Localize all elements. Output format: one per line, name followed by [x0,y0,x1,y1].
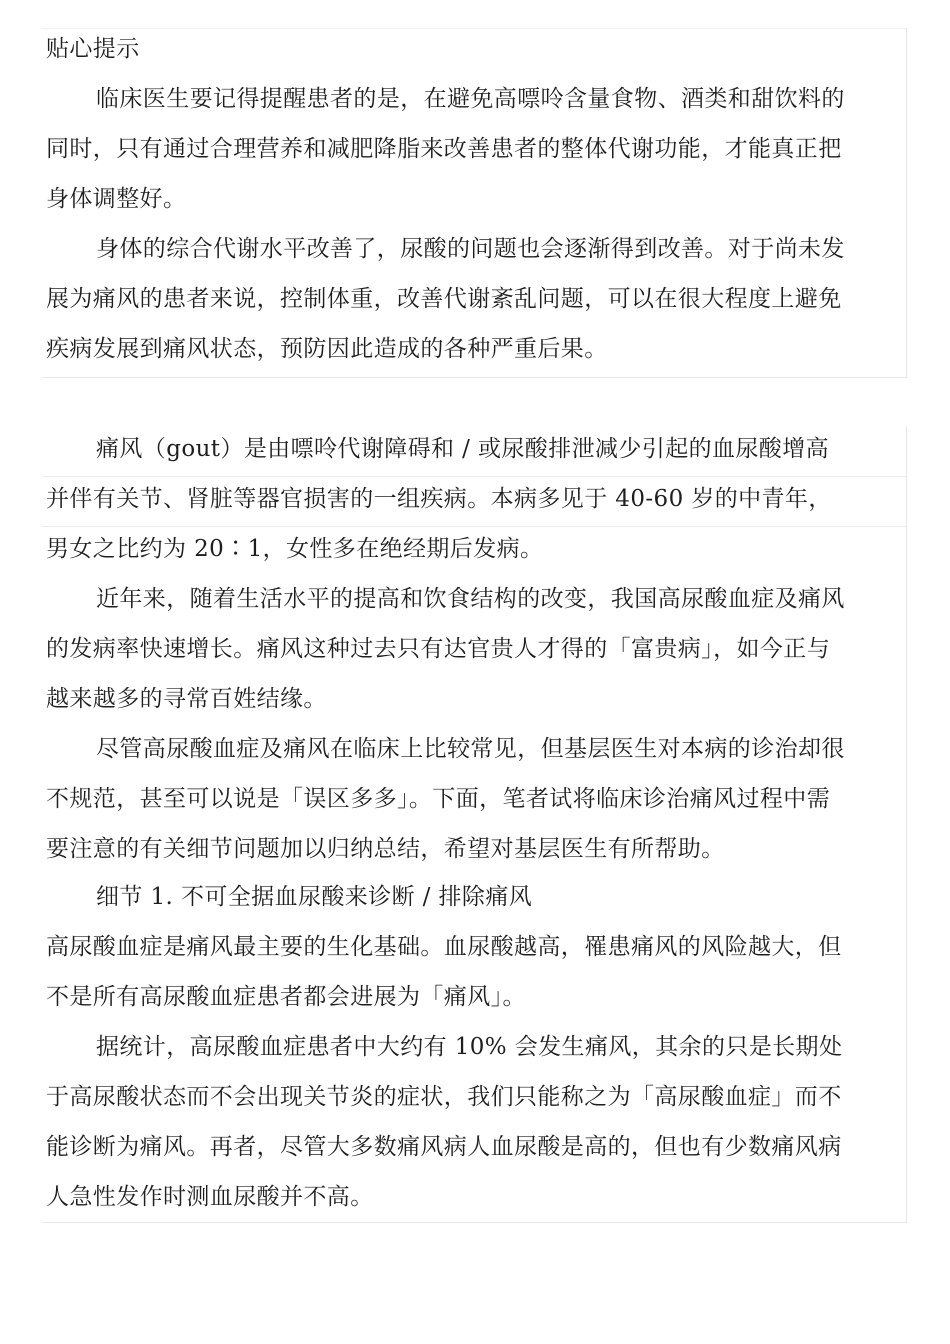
paragraph-line: 人急性发作时测血尿酸并不高。 [46,1184,374,1210]
paragraph-line: 要注意的有关细节问题加以归纳总结，希望对基层医生有所帮助。 [46,836,725,862]
paragraph-line: 并伴有关节、肾脏等器官损害的一组疾病。本病多见于 40-60 岁的中青年， [46,486,832,512]
paragraph-line: 近年来，随着生活水平的提高和饮食结构的改变，我国高尿酸血症及痛风 [96,586,845,612]
paragraph-line: 高尿酸血症是痛风最主要的生化基础。血尿酸越高，罹患痛风的风险越大，但 [46,934,842,960]
paragraph-line: 不规范，甚至可以说是「误区多多」。下面，笔者试将临床诊治痛风过程中需 [46,786,831,812]
paragraph-line: 展为痛风的患者来说，控制体重，改善代谢紊乱问题，可以在很大程度上避免 [46,286,842,312]
paragraph-line: 身体调整好。 [46,186,187,212]
paragraph-line: 不是所有高尿酸血症患者都会进展为「痛风」。 [46,984,526,1010]
paragraph-line: 能诊断为痛风。再者，尽管大多数痛风病人血尿酸是高的，但也有少数痛风病 [46,1134,842,1160]
divider [42,476,906,477]
paragraph-line: 男女之比约为 20∶1，女性多在绝经期后发病。 [46,536,544,562]
paragraph-line: 于高尿酸状态而不会出现关节炎的症状，我们只能称之为「高尿酸血症」而不 [46,1084,842,1110]
paragraph-line: 临床医生要记得提醒患者的是，在避免高嘌呤含量食物、酒类和甜饮料的 [96,86,845,112]
paragraph-line: 痛风（gout）是由嘌呤代谢障碍和 / 或尿酸排泄减少引起的血尿酸增高 [96,436,829,462]
section-heading: 细节 1. 不可全据血尿酸来诊断 / 排除痛风 [96,884,533,910]
paragraph-line: 身体的综合代谢水平改善了，尿酸的问题也会逐渐得到改善。对于尚未发 [96,236,845,262]
paragraph-line: 据统计，高尿酸血症患者中大约有 10% 会发生痛风，其余的只是长期处 [96,1034,843,1060]
paragraph-line: 的发病率快速增长。痛风这种过去只有达官贵人才得的「富贵病」，如今正与 [46,636,831,662]
paragraph-line: 疾病发展到痛风状态，预防因此造成的各种严重后果。 [46,336,608,362]
paragraph-line: 同时，只有通过合理营养和减肥降脂来改善患者的整体代谢功能，才能真正把 [46,136,842,162]
paragraph-line: 尽管高尿酸血症及痛风在临床上比较常见，但基层医生对本病的诊治却很 [96,736,845,762]
tip-heading: 贴心提示 [46,36,140,62]
divider [42,526,906,527]
paragraph-line: 越来越多的寻常百姓结缘。 [46,686,327,712]
